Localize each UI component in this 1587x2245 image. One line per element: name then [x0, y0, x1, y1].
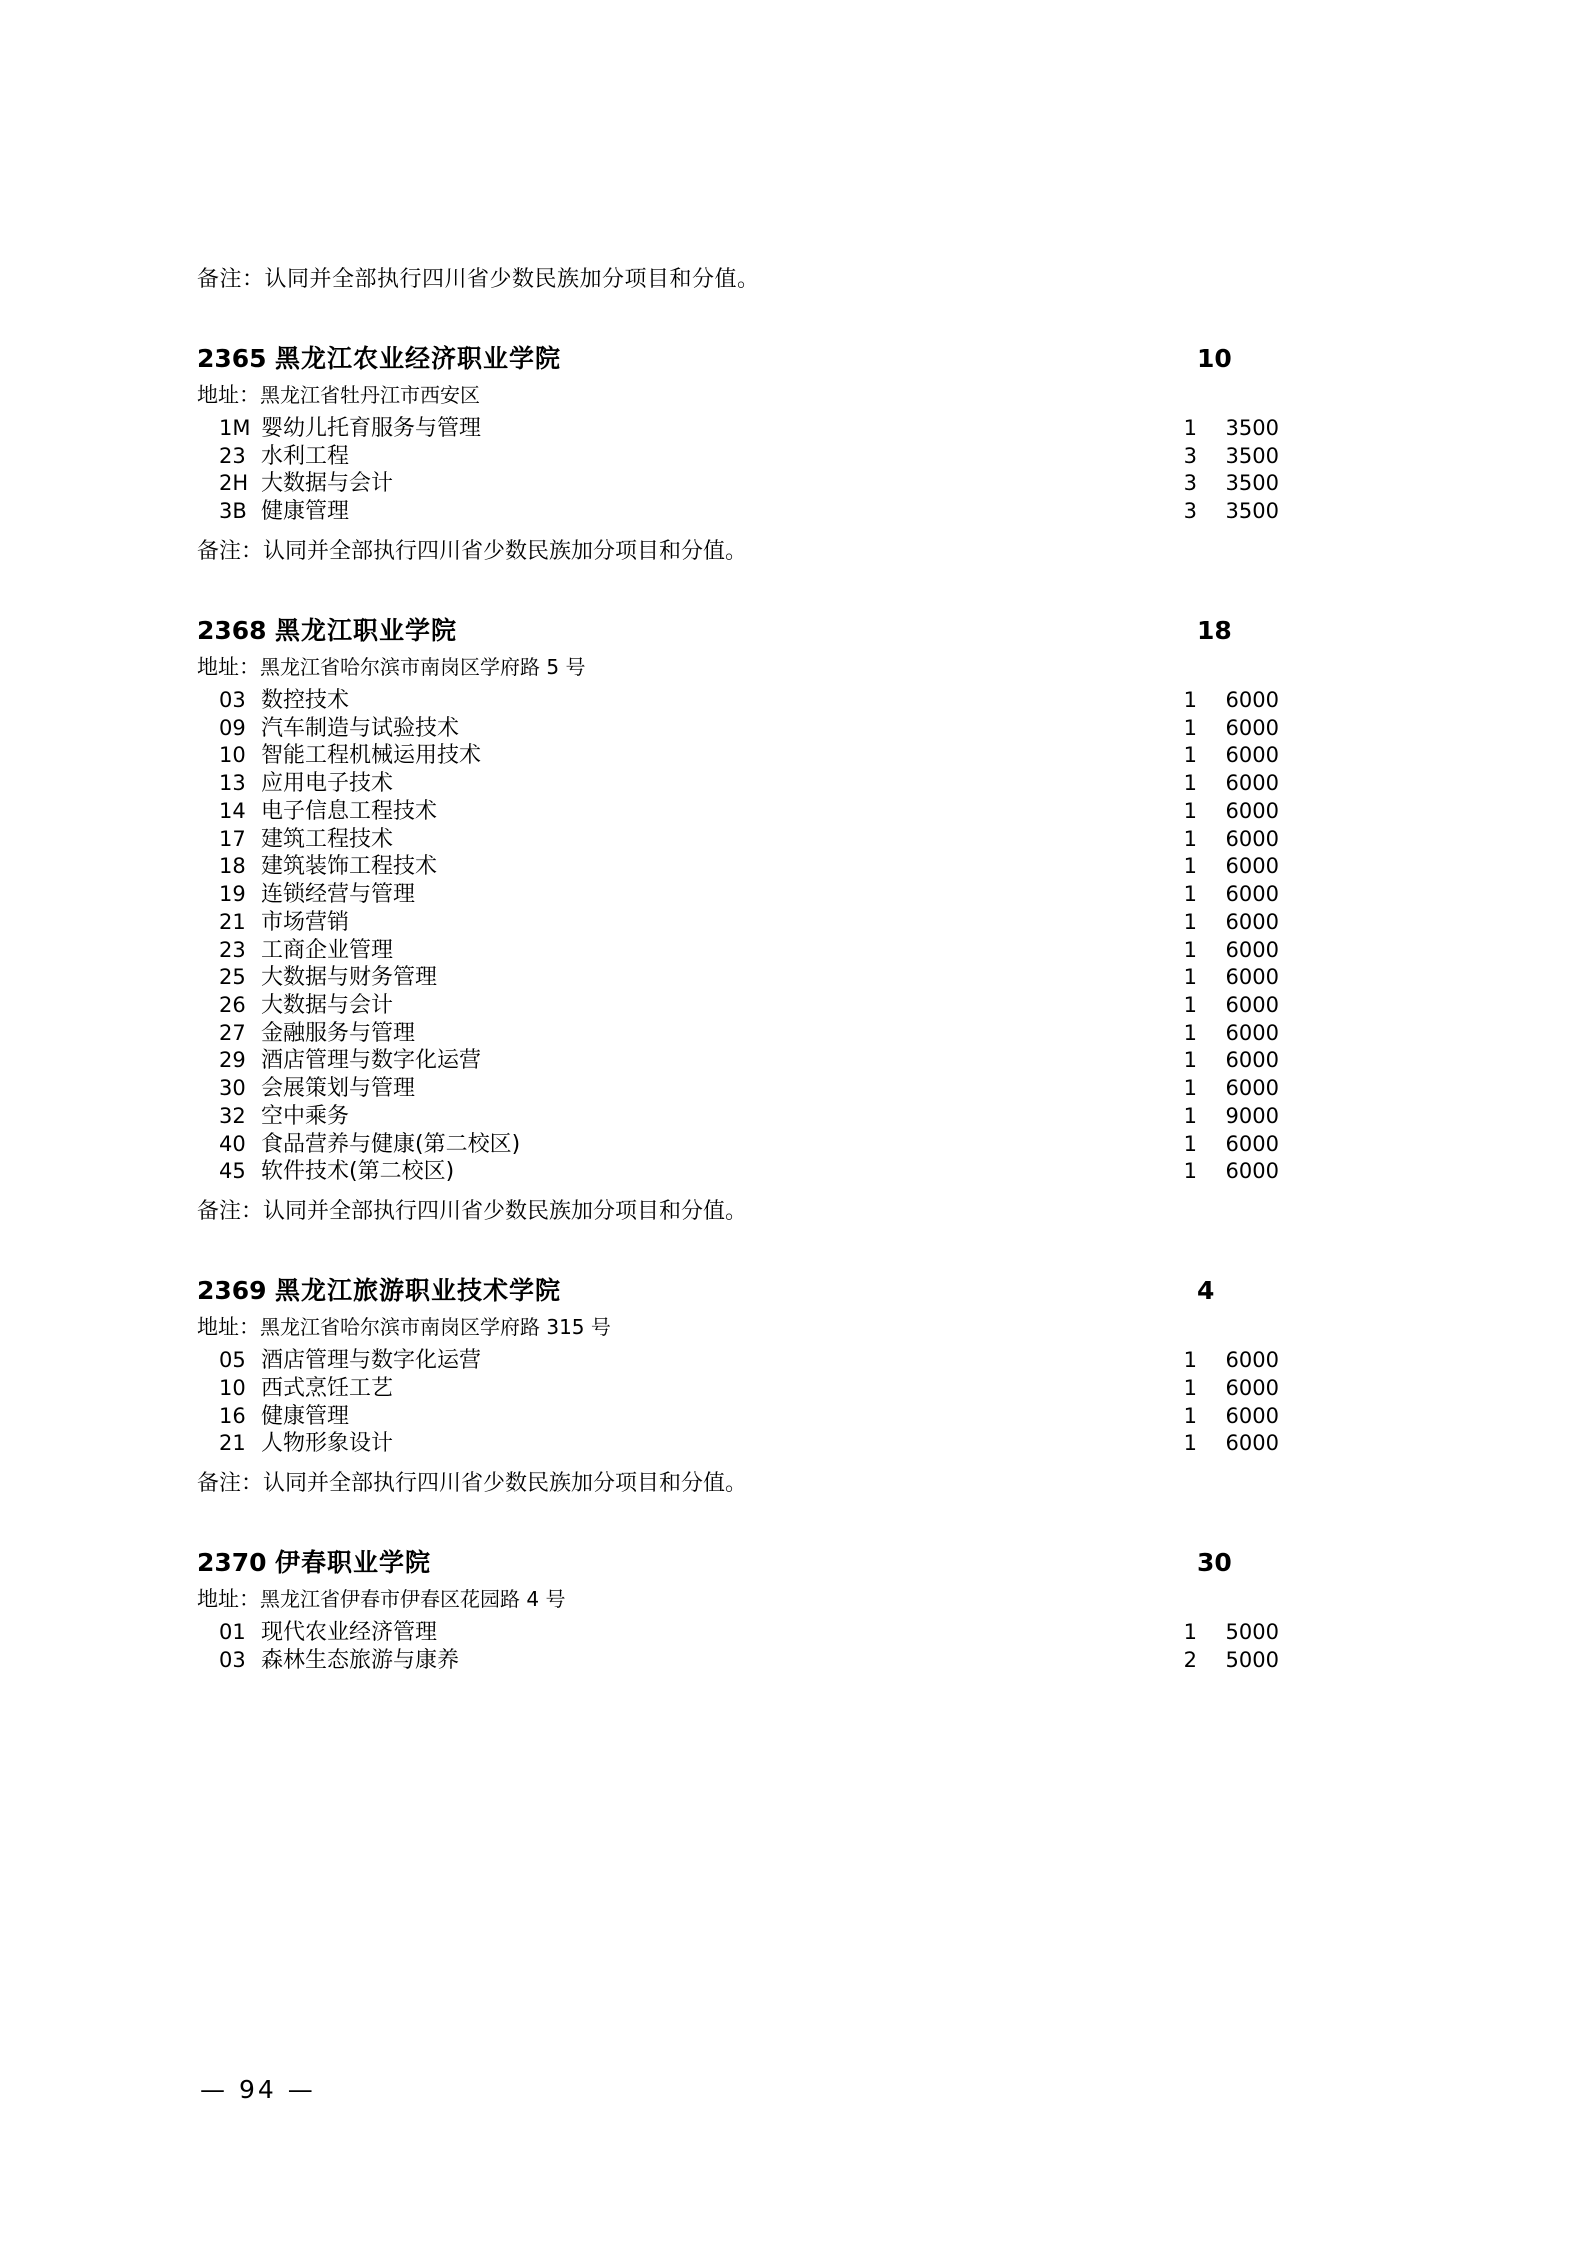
major-name: 西式烹饪工艺: [261, 1375, 394, 1401]
school-name: 伊春职业学院: [275, 1548, 432, 1578]
major-name: 婴幼儿托育服务与管理: [261, 416, 482, 441]
major-code: 13: [219, 771, 246, 796]
major-fee: 6000: [1225, 965, 1279, 990]
major-plan: 1: [1183, 965, 1197, 990]
major-row: [197, 742, 1317, 770]
school-address: [197, 1583, 1317, 1613]
address-value: 黑龙江省哈尔滨市南岗区学府路 5 号: [260, 654, 586, 679]
school-address: [197, 379, 1317, 409]
school-header: [197, 339, 1317, 375]
major-fee: 6000: [1225, 687, 1279, 712]
major-name: 空中乘务: [261, 1103, 350, 1129]
major-code: 10: [219, 1375, 246, 1400]
school-header: [197, 1271, 1317, 1307]
major-plan: 1: [1183, 826, 1197, 851]
major-fee: 3500: [1225, 471, 1279, 496]
major-code: 17: [219, 826, 246, 851]
major-row: [197, 715, 1317, 743]
major-fee: 6000: [1225, 1431, 1279, 1456]
school-code: 2370: [197, 1548, 267, 1578]
major-row: [197, 1430, 1317, 1458]
major-row: [197, 881, 1317, 909]
major-fee: 6000: [1225, 771, 1279, 796]
major-fee: 6000: [1225, 1403, 1279, 1428]
school-block: [197, 339, 1317, 565]
school-header: [197, 1543, 1317, 1579]
school-remark: 备注：认同并全部执行四川省少数民族加分项目和分值。: [197, 1199, 748, 1225]
major-row: [197, 1403, 1317, 1431]
major-row: [197, 1375, 1317, 1403]
top-remark-line: 备注：认同并全部执行四川省少数民族加分项目和分值。: [197, 267, 760, 292]
major-fee: 6000: [1225, 1131, 1279, 1156]
major-plan: 1: [1183, 937, 1197, 962]
major-row: [197, 937, 1317, 965]
major-name: 食品营养与健康(第二校区): [261, 1131, 521, 1157]
major-plan: 1: [1183, 1348, 1197, 1373]
major-plan: 1: [1183, 715, 1197, 740]
major-fee: 6000: [1225, 1076, 1279, 1101]
major-row: [197, 470, 1317, 498]
major-code: 09: [219, 715, 246, 740]
major-plan: 1: [1183, 854, 1197, 879]
major-fee: 6000: [1225, 854, 1279, 879]
major-fee: 6000: [1225, 1020, 1279, 1045]
major-plan: 1: [1183, 882, 1197, 907]
major-row: [197, 498, 1317, 526]
major-code: 21: [219, 909, 246, 934]
major-plan: 1: [1183, 1131, 1197, 1156]
school-block: [197, 1543, 1317, 1674]
major-plan: 1: [1183, 687, 1197, 712]
major-plan: 1: [1183, 1159, 1197, 1184]
major-plan: 1: [1183, 1431, 1197, 1456]
school-block: [197, 611, 1317, 1225]
major-code: 03: [219, 687, 246, 712]
school-name: 黑龙江旅游职业技术学院: [275, 1276, 562, 1306]
address-value: 黑龙江省伊春市伊春区花园路 4 号: [260, 1587, 566, 1612]
major-name: 酒店管理与数字化运营: [261, 1348, 482, 1374]
major-row: [197, 1075, 1317, 1103]
major-code: 26: [219, 993, 246, 1018]
major-code: 14: [219, 798, 246, 823]
major-name: 建筑装饰工程技术: [261, 854, 438, 880]
major-code: 45: [219, 1159, 246, 1184]
major-fee: 6000: [1225, 1348, 1279, 1373]
major-code: 01: [219, 1620, 246, 1645]
major-plan: 1: [1183, 771, 1197, 796]
address-label: 地址：: [197, 1587, 260, 1612]
address-value: 黑龙江省牡丹江市西安区: [260, 383, 480, 407]
major-row: [197, 1619, 1317, 1647]
major-name: 工商企业管理: [261, 937, 394, 963]
major-row: [197, 798, 1317, 826]
major-fee: 5000: [1225, 1620, 1279, 1645]
major-code: 32: [219, 1103, 246, 1128]
major-row: [197, 826, 1317, 854]
major-plan: 1: [1183, 1620, 1197, 1645]
major-fee: 3500: [1225, 499, 1279, 524]
major-row: [197, 687, 1317, 715]
major-fee: 6000: [1225, 743, 1279, 768]
major-code: 40: [219, 1131, 246, 1156]
major-row: [197, 1647, 1317, 1675]
major-name: 健康管理: [261, 1403, 350, 1429]
major-fee: 9000: [1225, 1103, 1279, 1128]
major-code: 05: [219, 1348, 246, 1373]
major-name: 数控技术: [261, 687, 350, 713]
major-row: [197, 909, 1317, 937]
major-name: 会展策划与管理: [261, 1076, 416, 1102]
school-total-plan: 18: [1197, 615, 1232, 645]
major-fee: 6000: [1225, 1375, 1279, 1400]
school-total-plan: 30: [1197, 1548, 1232, 1578]
major-row: [197, 992, 1317, 1020]
address-label: 地址：: [197, 383, 260, 407]
major-fee: 6000: [1225, 993, 1279, 1018]
school-name: 黑龙江职业学院: [275, 615, 458, 645]
major-row: [197, 1020, 1317, 1048]
major-name: 现代农业经济管理: [261, 1620, 438, 1646]
school-total-plan: 10: [1197, 344, 1232, 373]
major-code: 1M: [219, 416, 251, 440]
major-name: 水利工程: [261, 443, 350, 469]
major-code: 03: [219, 1647, 246, 1672]
major-fee: 3500: [1225, 416, 1279, 440]
major-code: 29: [219, 1048, 246, 1073]
major-code: 3B: [219, 499, 247, 524]
major-plan: 1: [1183, 1020, 1197, 1045]
major-fee: 6000: [1225, 715, 1279, 740]
address-value: 黑龙江省哈尔滨市南岗区学府路 315 号: [260, 1315, 611, 1340]
major-row: [197, 1347, 1317, 1375]
major-code: 23: [219, 937, 246, 962]
major-fee: 6000: [1225, 909, 1279, 934]
major-plan: 3: [1183, 499, 1197, 524]
major-code: 21: [219, 1431, 246, 1456]
major-name: 建筑工程技术: [261, 826, 394, 852]
major-code: 18: [219, 854, 246, 879]
major-name: 大数据与会计: [261, 471, 394, 497]
major-name: 应用电子技术: [261, 771, 394, 797]
major-name: 森林生态旅游与康养: [261, 1647, 460, 1673]
major-row: [197, 1103, 1317, 1131]
major-row: [197, 415, 1317, 443]
major-plan: 1: [1183, 1076, 1197, 1101]
school-header: [197, 611, 1317, 647]
school-code: 2368: [197, 615, 267, 645]
major-plan: 1: [1183, 1103, 1197, 1128]
school-name: 黑龙江农业经济职业学院: [275, 344, 562, 373]
major-fee: 5000: [1225, 1647, 1279, 1672]
page-content: [197, 262, 1317, 1675]
major-plan: 3: [1183, 471, 1197, 496]
major-row: [197, 853, 1317, 881]
major-fee: 6000: [1225, 826, 1279, 851]
major-code: 16: [219, 1403, 246, 1428]
major-row: [197, 770, 1317, 798]
major-plan: 1: [1183, 416, 1197, 440]
major-code: 19: [219, 882, 246, 907]
major-name: 大数据与财务管理: [261, 965, 438, 991]
major-fee: 6000: [1225, 937, 1279, 962]
major-plan: 1: [1183, 1403, 1197, 1428]
page-number: — 94 —: [200, 2075, 316, 2104]
major-code: 30: [219, 1076, 246, 1101]
major-plan: 3: [1183, 443, 1197, 468]
school-code: 2369: [197, 1276, 267, 1306]
major-name: 人物形象设计: [261, 1431, 394, 1457]
major-name: 连锁经营与管理: [261, 882, 416, 908]
address-label: 地址：: [197, 654, 260, 679]
major-name: 汽车制造与试验技术: [261, 715, 460, 741]
major-row: [197, 1047, 1317, 1075]
major-code: 27: [219, 1020, 246, 1045]
major-plan: 1: [1183, 1375, 1197, 1400]
school-remark: 备注：认同并全部执行四川省少数民族加分项目和分值。: [197, 1471, 748, 1497]
major-code: 25: [219, 965, 246, 990]
major-row: [197, 443, 1317, 471]
major-code: 10: [219, 743, 246, 768]
major-plan: 1: [1183, 993, 1197, 1018]
major-name: 健康管理: [261, 499, 350, 525]
major-plan: 1: [1183, 1048, 1197, 1073]
school-remark: 备注：认同并全部执行四川省少数民族加分项目和分值。: [197, 538, 748, 564]
major-name: 电子信息工程技术: [261, 798, 438, 824]
major-fee: 6000: [1225, 1159, 1279, 1184]
address-label: 地址：: [197, 1315, 260, 1340]
major-code: 2H: [219, 471, 249, 496]
major-name: 金融服务与管理: [261, 1020, 416, 1046]
school-address: [197, 651, 1317, 681]
major-name: 软件技术(第二校区): [261, 1159, 455, 1185]
major-fee: 6000: [1225, 798, 1279, 823]
major-plan: 1: [1183, 909, 1197, 934]
school-code: 2365: [197, 344, 267, 373]
major-fee: 3500: [1225, 443, 1279, 468]
major-row: [197, 964, 1317, 992]
major-fee: 6000: [1225, 1048, 1279, 1073]
school-address: [197, 1311, 1317, 1341]
major-plan: 2: [1183, 1647, 1197, 1672]
school-block: [197, 1271, 1317, 1497]
major-name: 智能工程机械运用技术: [261, 743, 482, 769]
major-name: 酒店管理与数字化运营: [261, 1048, 482, 1074]
school-total-plan: 4: [1197, 1276, 1215, 1306]
major-row: [197, 1158, 1317, 1186]
major-row: [197, 1131, 1317, 1159]
major-name: 大数据与会计: [261, 993, 394, 1019]
major-code: 23: [219, 443, 246, 468]
major-name: 市场营销: [261, 909, 350, 935]
major-fee: 6000: [1225, 882, 1279, 907]
major-plan: 1: [1183, 743, 1197, 768]
major-plan: 1: [1183, 798, 1197, 823]
